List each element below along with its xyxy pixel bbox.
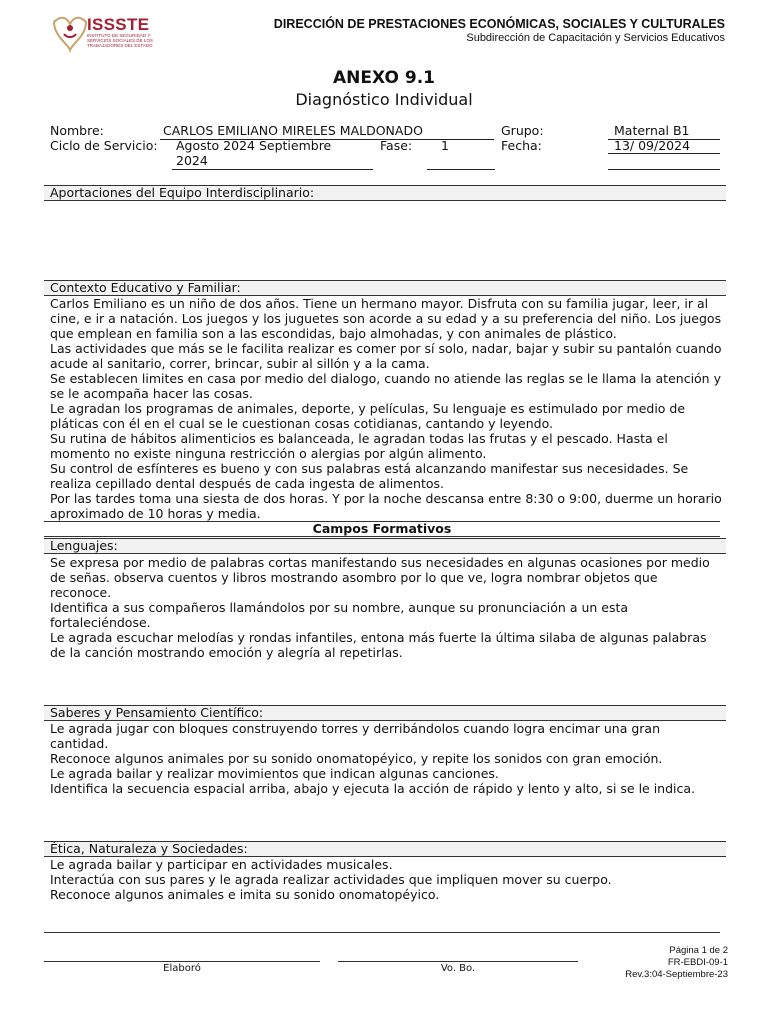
saberes-paragraph: Le agrada jugar con bloques construyendo torres y derribándolos cuando logra encimar una gran cantidad. — [50, 721, 661, 751]
etica-paragraph: Le agrada bailar y participar en actividades musicales. — [50, 857, 393, 872]
vobo-signature-line — [338, 961, 578, 962]
saberes-paragraph: Reconoce algunos animales por su sonido onomatopéyico, y repite los sonidos con gran emoción. — [50, 751, 663, 766]
contexto-paragraph: Su control de esfínteres es bueno y con sus palabras está alcanzando manifestar sus necesidades. Se realiza cepillado dental después de cada ingesta de alimentos. — [50, 461, 689, 491]
page-title: ANEXO 9.1 — [333, 68, 435, 88]
saberes-paragraph: Le agrada bailar y realizar movimientos que indican algunas canciones. — [50, 766, 499, 781]
lenguajes-paragraph: Le agrada escuchar melodías y rondas infantiles, entona más fuerte la última silaba de algunas palabras de la canción mostrando emoción y alegría al repetirlas. — [50, 630, 707, 660]
ciclo-underline — [172, 169, 373, 170]
grupo-label: Grupo: — [501, 123, 544, 138]
saberes-paragraph: Identifica la secuencia espacial arriba, abajo y ejecuta la acción de rápido y lento y alto, si se le indica. — [50, 781, 696, 796]
grupo-value: Maternal B1 — [614, 123, 690, 138]
section-lenguajes-heading: Lenguajes: — [44, 538, 726, 554]
section-saberes-heading: Saberes y Pensamiento Científico: — [44, 705, 726, 721]
section-end-rule — [44, 932, 720, 933]
ciclo-label: Ciclo de Servicio: — [50, 138, 158, 153]
section-campos-heading: Campos Formativos — [44, 521, 720, 537]
section-etica-heading: Ética, Naturaleza y Sociedades: — [44, 841, 726, 857]
footer-page-number: Página 1 de 2 — [669, 945, 728, 956]
contexto-paragraph: Se establecen limites en casa por medio del dialogo, cuando no atiende las reglas se le llama la atención y se le acompaña hacer las cosas. — [50, 371, 721, 401]
etica-paragraph: Reconoce algunos animales e imita su sonido onomatopéyico. — [50, 887, 440, 902]
fecha-value: 13/ 09/2024 — [614, 138, 691, 153]
nombre-label: Nombre: — [50, 123, 104, 138]
contexto-paragraph: Le agradan los programas de animales, deporte, y películas, Su lenguaje es estimulado por medio de pláticas con él en el cual se le cuestionan cosas cotidianas, cantando y leyendo. — [50, 401, 686, 431]
fase-underline — [427, 169, 495, 170]
fase-label: Fase: — [380, 138, 413, 153]
ciclo-value-line1: Agosto 2024 Septiembre — [176, 138, 332, 153]
elaboro-label: Elaboró — [163, 963, 201, 974]
elaboro-signature-line — [44, 961, 320, 962]
contexto-paragraph: Carlos Emiliano es un niño de dos años. Tiene un hermano mayor. Disfruta con su familia jugar, leer, ir al cine, e ir a natación. Los juegos y los juguetes son acorde a su edad y a su preferencia del niño. Los juegos que emplean en familia son a las escondidas, bajo almohadas, y con animales de plástico. — [50, 296, 722, 341]
nombre-value: CARLOS EMILIANO MIRELES MALDONADO — [163, 123, 423, 138]
contexto-paragraph: Por las tardes toma una siesta de dos horas. Y por la noche descansa entre 8:30 o 9:00, duerme un horario aproximado de 10 horas y media. — [50, 491, 722, 521]
vobo-label: Vo. Bo. — [440, 963, 476, 974]
section-etica-body — [50, 857, 722, 902]
fecha-underline — [608, 169, 720, 170]
fecha-underline-top — [608, 153, 720, 154]
fase-value: 1 — [441, 138, 449, 153]
contexto-paragraph: Su rutina de hábitos alimenticios es balanceada, le agradan todas las frutas y el pescado. Hasta el momento no existe ninguna restricción o alergias por algún alimento. — [50, 431, 668, 461]
section-lenguajes-body — [50, 555, 722, 660]
fecha-label: Fecha: — [501, 138, 542, 153]
footer-form-code: FR-EBDI-09-1 — [667, 957, 728, 968]
lenguajes-paragraph: Identifica a sus compañeros llamándolos por su nombre, aunque su pronunciación a un esta fortaleciéndose. — [50, 600, 629, 630]
section-saberes-body — [50, 721, 722, 796]
lenguajes-paragraph: Se expresa por medio de palabras cortas manifestando sus necesidades en algunas ocasiones por medio de señas. observa cuentos y libros mostrando asombro por lo que ve, logra nombrar objetos que reconoce. — [50, 555, 710, 600]
logo-wordmark: ISSSTE — [87, 15, 150, 34]
logo-subtext: INSTITUTO DE SEGURIDAD Y SERVICIOS SOCIALES DE LOS TRABAJADORES DEL ESTADO — [87, 33, 153, 48]
footer-revision: Rev.3:04-Septiembre-23 — [625, 969, 728, 980]
section-aportaciones-heading: Aportaciones del Equipo Interdisciplinario: — [44, 185, 726, 201]
etica-paragraph: Interactúa con sus pares y le agrada realizar actividades que impliquen mover su cuerpo. — [50, 872, 612, 887]
ciclo-value-line2: 2024 — [176, 153, 208, 168]
page-subtitle: Diagnóstico Individual — [295, 90, 473, 109]
section-contexto-body — [50, 296, 722, 521]
contexto-paragraph: Las actividades que más se le facilita realizar es comer por sí solo, nadar, bajar y subir su pantalón cuando acude al sanitario, correr, brincar, subir al sillón y a la cama. — [50, 341, 722, 371]
header-subdirectorate: Subdirección de Capacitación y Servicios Educativos — [466, 32, 725, 44]
header-directorate: DIRECCIÓN DE PRESTACIONES ECONÓMICAS, SOCIALES Y CULTURALES — [273, 17, 725, 31]
section-contexto-heading: Contexto Educativo y Familiar: — [44, 280, 726, 296]
